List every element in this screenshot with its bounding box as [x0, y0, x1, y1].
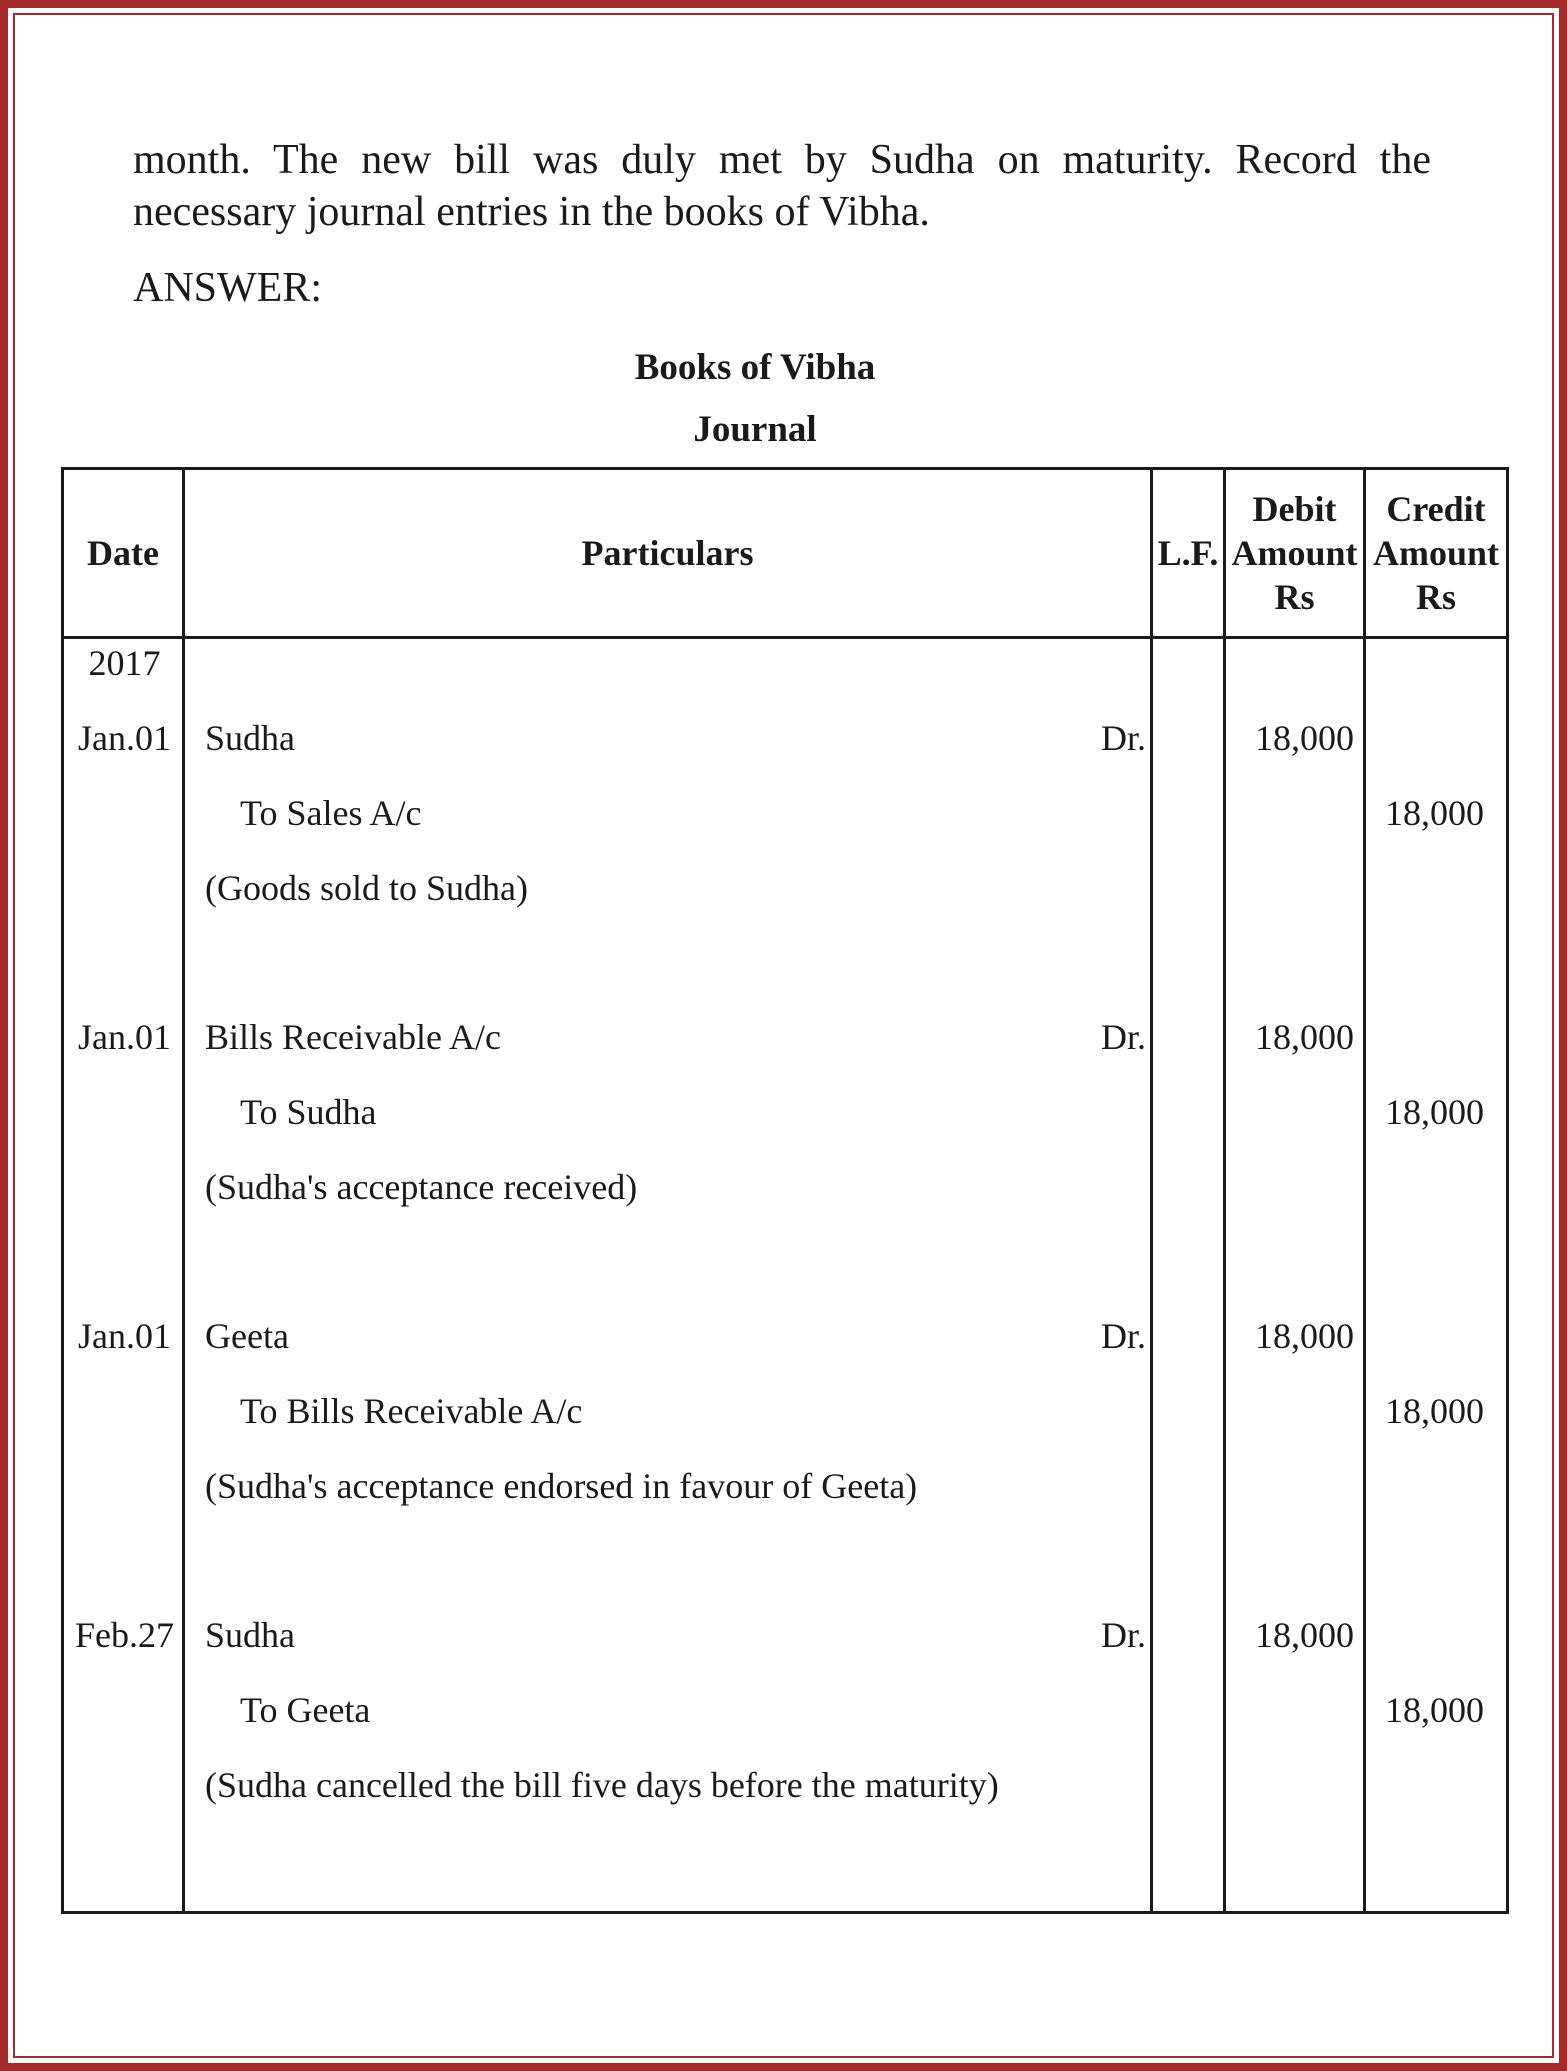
- header-debit-line-1: Debit: [1252, 489, 1337, 529]
- entry-3-debit-amount: 18,000: [1255, 1316, 1354, 1356]
- header-date: Date: [63, 469, 184, 638]
- header-debit-line-2: Amount: [1231, 533, 1358, 573]
- entry-2-dr-mark: Dr.: [1101, 1017, 1146, 1057]
- entry-1-credit-account: To Sales A/c: [240, 793, 422, 833]
- entry-1-dr-mark: Dr.: [1101, 718, 1146, 758]
- entry-3-dr-mark: Dr.: [1101, 1316, 1146, 1356]
- journal-body-row: [63, 638, 1508, 1913]
- entry-4-date: Feb.27: [75, 1615, 174, 1655]
- debit-column: [1225, 638, 1365, 1913]
- entry-2-debit-amount: 18,000: [1255, 1017, 1354, 1057]
- header-lf: L.F.: [1152, 469, 1225, 638]
- entry-1-date: Jan.01: [78, 718, 171, 758]
- entry-3-credit-amount: 18,000: [1385, 1391, 1484, 1431]
- entry-1-narration: (Goods sold to Sudha): [205, 868, 528, 908]
- entry-1-credit-amount: 18,000: [1385, 793, 1484, 833]
- credit-column: [1365, 638, 1508, 1913]
- header-debit-amount: [1225, 469, 1365, 638]
- header-credit-amount: [1365, 469, 1508, 638]
- entry-3-date: Jan.01: [78, 1316, 171, 1356]
- entry-3-narration: (Sudha's acceptance endorsed in favour of Geeta): [205, 1466, 918, 1506]
- journal-table: [61, 467, 1509, 1914]
- entry-2-debit-account: Bills Receivable A/c: [205, 1017, 501, 1057]
- header-particulars: Particulars: [184, 469, 1152, 638]
- header-credit-line-2: Amount: [1372, 533, 1500, 573]
- year-cell: 2017: [88, 643, 161, 683]
- journal-title: Journal: [693, 409, 817, 450]
- book-title: Books of Vibha: [634, 347, 876, 388]
- entry-4-dr-mark: Dr.: [1101, 1615, 1146, 1655]
- entry-4-credit-amount: 18,000: [1385, 1690, 1484, 1730]
- question-line-2: necessary journal entries in the books of Vibha.: [133, 189, 930, 235]
- entry-2-narration: (Sudha's acceptance received): [205, 1167, 638, 1207]
- question-text: [133, 134, 1431, 238]
- question-line-1: month. The new bill was duly met by Sudha on maturity. Record the: [133, 137, 1431, 183]
- header-credit-line-1: Credit: [1386, 489, 1486, 529]
- lf-column: [1152, 638, 1225, 1913]
- entry-4-debit-account: Sudha: [205, 1615, 295, 1655]
- entry-2-date: Jan.01: [78, 1017, 171, 1057]
- entry-3-debit-account: Geeta: [205, 1316, 289, 1356]
- entry-4-narration: (Sudha cancelled the bill five days before the maturity): [205, 1765, 999, 1805]
- entry-2-credit-account: To Sudha: [240, 1092, 377, 1132]
- entry-1-debit-amount: 18,000: [1255, 718, 1354, 758]
- particulars-column: [184, 638, 1152, 1913]
- entry-4-debit-amount: 18,000: [1255, 1615, 1354, 1655]
- date-column: [63, 638, 184, 1913]
- answer-label: ANSWER:: [133, 265, 322, 311]
- entry-1-debit-account: Sudha: [205, 718, 295, 758]
- entry-4-credit-account: To Geeta: [240, 1690, 371, 1730]
- entry-3-credit-account: To Bills Receivable A/c: [240, 1391, 583, 1431]
- entry-2-credit-amount: 18,000: [1385, 1092, 1484, 1132]
- header-debit-line-3: Rs: [1274, 577, 1315, 617]
- header-credit-line-3: Rs: [1415, 577, 1456, 617]
- journal-header-row: [63, 469, 1508, 638]
